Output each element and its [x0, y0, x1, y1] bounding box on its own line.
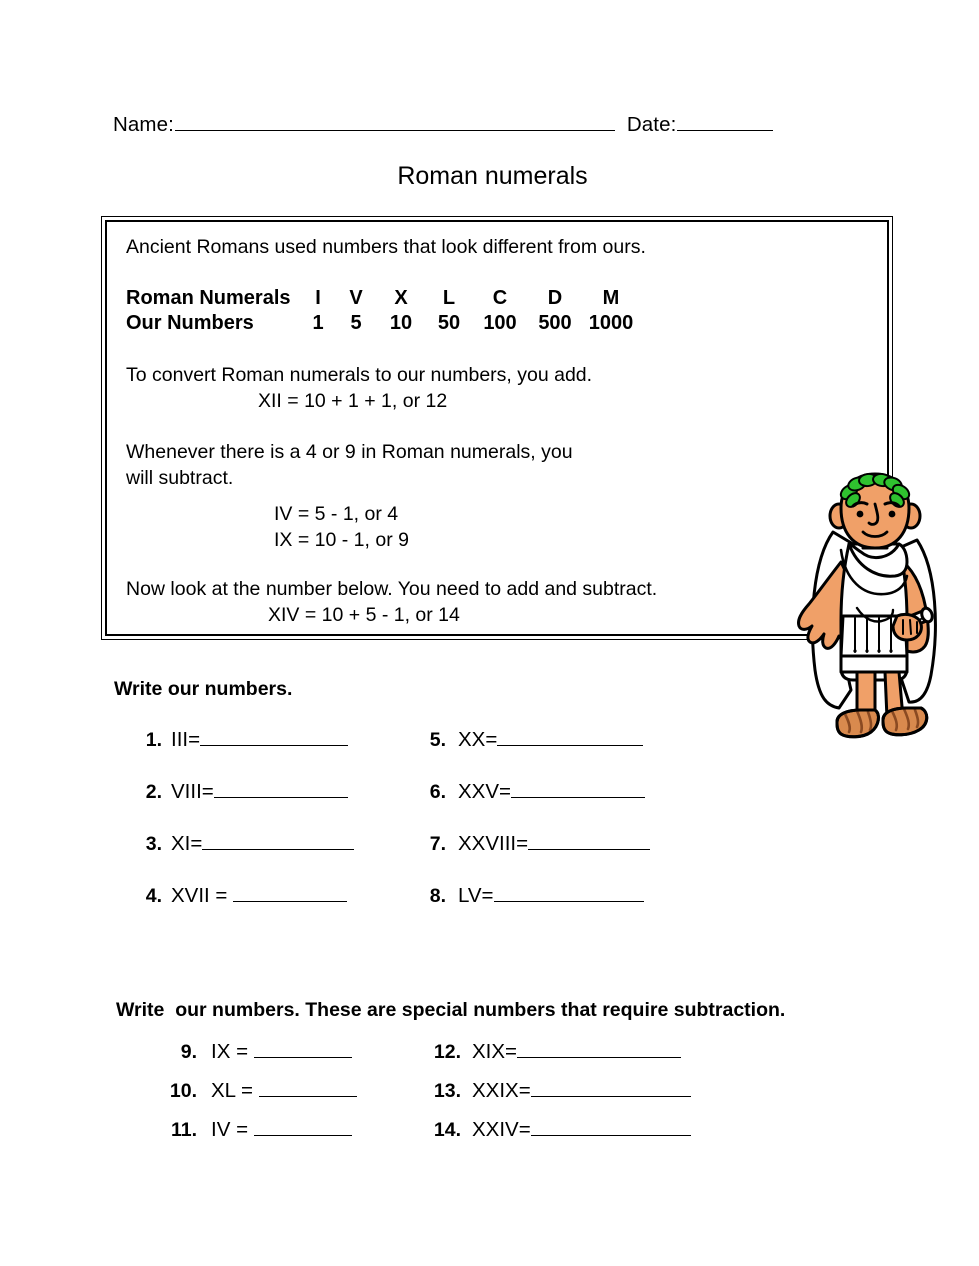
question-number: 13. — [433, 1080, 461, 1102]
question-text: LV= — [458, 884, 494, 907]
date-blank-line[interactable] — [677, 130, 773, 131]
intro-text: Ancient Romans used numbers that look different from ours. — [126, 236, 646, 258]
question-item — [420, 728, 650, 752]
value-cell: 1000 — [588, 312, 634, 335]
question-number: 14. — [433, 1119, 461, 1141]
answer-blank[interactable] — [254, 1057, 352, 1058]
question-item — [420, 884, 650, 908]
numeral-cell: V — [349, 286, 363, 309]
question-number: 7. — [429, 833, 446, 855]
answer-blank[interactable] — [202, 849, 354, 850]
question-text: XVII = — [171, 884, 234, 907]
table-row-our-numbers — [126, 311, 871, 337]
question-item — [420, 780, 650, 804]
question-item — [136, 832, 354, 856]
numeral-cell: X — [394, 286, 408, 309]
date-label: Date: — [626, 113, 677, 136]
answer-blank[interactable] — [517, 1057, 681, 1058]
question-text: XIX= — [472, 1040, 518, 1063]
question-text: VIII= — [171, 780, 214, 803]
name-blank-line[interactable] — [175, 130, 615, 131]
question-text: XXIV= — [472, 1118, 531, 1141]
question-number: 1. — [145, 729, 162, 751]
roman-numerals-row-label: Roman Numerals — [126, 286, 291, 309]
numeral-cell: I — [315, 286, 321, 309]
question-number: 12. — [433, 1041, 461, 1063]
question-number: 6. — [429, 781, 446, 803]
question-item — [420, 832, 650, 856]
question-text: III= — [171, 728, 201, 751]
value-cell: 1 — [312, 312, 324, 335]
section-1-right-column — [420, 728, 650, 936]
instruction-box-content — [107, 222, 887, 634]
page-title: Roman numerals — [397, 162, 588, 190]
question-item — [427, 1040, 691, 1064]
answer-blank[interactable] — [511, 797, 645, 798]
question-text: XX= — [458, 728, 498, 751]
question-text: XXVIII= — [458, 832, 529, 855]
answer-blank[interactable] — [259, 1096, 357, 1097]
question-item — [427, 1118, 691, 1142]
answer-blank[interactable] — [200, 745, 348, 746]
subtraction-example-ix: IX = 10 - 1, or 9 — [274, 528, 409, 551]
question-number: 11. — [170, 1119, 197, 1141]
question-item — [136, 780, 354, 804]
numeral-cell: C — [492, 286, 508, 309]
question-text: XXV= — [458, 780, 511, 803]
addition-example: XII = 10 + 1 + 1, or 12 — [258, 389, 448, 412]
numeral-cell: M — [602, 286, 620, 309]
our-numbers-row-label: Our Numbers — [126, 312, 254, 335]
question-item — [163, 1040, 357, 1064]
numerals-reference-table — [126, 286, 871, 337]
value-cell: 50 — [437, 312, 461, 335]
question-number: 5. — [429, 729, 446, 751]
question-text: XL = — [211, 1079, 259, 1102]
value-cell: 10 — [389, 312, 413, 335]
question-number: 3. — [145, 833, 162, 855]
addition-rule-text: To convert Roman numerals to our numbers, you add. — [126, 363, 593, 386]
section-1-heading: Write our numbers. — [114, 678, 293, 700]
combined-rule-text: Now look at the number below. You need to add and subtract. — [126, 578, 658, 601]
numeral-cell: D — [547, 286, 563, 309]
table-row-roman-numerals — [126, 286, 871, 312]
answer-blank[interactable] — [531, 1096, 691, 1097]
value-cell: 500 — [538, 312, 572, 335]
question-item — [163, 1079, 357, 1103]
answer-blank[interactable] — [233, 901, 347, 902]
question-text: IX = — [211, 1040, 254, 1063]
question-item — [136, 884, 354, 908]
question-item — [163, 1118, 357, 1142]
question-text: XI= — [171, 832, 203, 855]
subtraction-example-iv: IV = 5 - 1, or 4 — [274, 502, 399, 525]
question-text: XXIX= — [472, 1079, 531, 1102]
section-2-heading: Write our numbers. These are special numbers that require subtraction. — [116, 999, 786, 1021]
answer-blank[interactable] — [494, 901, 644, 902]
instruction-box — [101, 216, 893, 640]
question-item — [136, 728, 354, 752]
question-number: 8. — [429, 885, 446, 907]
name-date-row — [113, 113, 903, 137]
question-number: 9. — [180, 1041, 197, 1063]
question-number: 2. — [145, 781, 162, 803]
subtraction-rule-line-2: will subtract. — [126, 467, 234, 490]
question-text: IV = — [211, 1118, 254, 1141]
name-label: Name: — [113, 113, 174, 136]
value-cell: 100 — [483, 312, 517, 335]
answer-blank[interactable] — [497, 745, 643, 746]
answer-blank[interactable] — [254, 1135, 352, 1136]
question-number: 4. — [145, 885, 162, 907]
answer-blank[interactable] — [531, 1135, 691, 1136]
section-1-left-column — [136, 728, 354, 936]
subtraction-rule-line-1: Whenever there is a 4 or 9 in Roman numerals, you — [126, 441, 573, 464]
question-item — [427, 1079, 691, 1103]
combined-example: XIV = 10 + 5 - 1, or 14 — [268, 604, 460, 627]
section-2-left-column — [163, 1040, 357, 1157]
answer-blank[interactable] — [528, 849, 650, 850]
value-cell: 5 — [350, 312, 362, 335]
instruction-box-inner-border — [105, 220, 889, 636]
numeral-cell: L — [442, 286, 456, 309]
answer-blank[interactable] — [214, 797, 348, 798]
question-number: 10. — [169, 1080, 197, 1102]
section-2-right-column — [427, 1040, 691, 1157]
